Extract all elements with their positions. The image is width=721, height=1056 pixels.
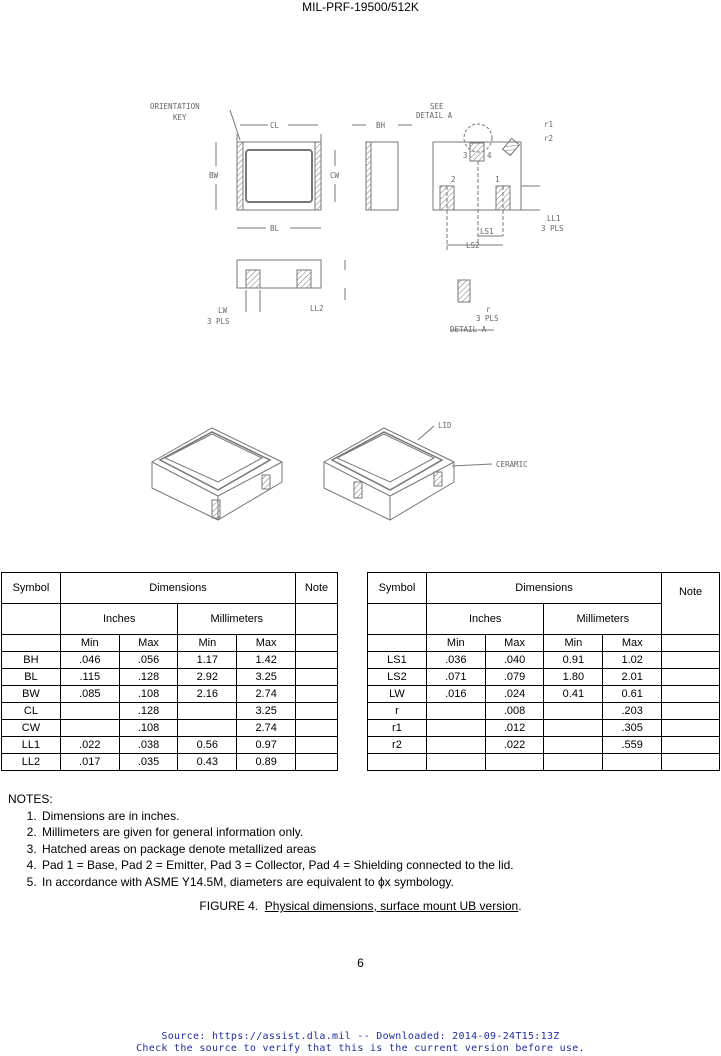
note-item: 1. Dimensions are in inches. — [40, 808, 514, 825]
cell-note — [662, 652, 720, 669]
cell-in-min: .115 — [60, 669, 119, 686]
footer-line-1: Source: https://assist.dla.mil -- Downloaded: 2014-09-24T15:13Z — [161, 1031, 560, 1042]
cell-mm-max: .203 — [603, 703, 662, 720]
svg-text:3 PLS: 3 PLS — [476, 314, 499, 323]
svg-text:BW: BW — [209, 171, 219, 180]
table-row — [2, 737, 338, 754]
svg-text:BH: BH — [376, 121, 386, 130]
table-row — [2, 686, 338, 703]
cell-note — [662, 703, 720, 720]
millimeters-header: Millimeters — [544, 604, 662, 635]
cell-in-min: .071 — [426, 669, 485, 686]
cell-note — [296, 669, 338, 686]
svg-text:CERAMIC: CERAMIC — [496, 460, 528, 469]
cell-mm-min: 1.17 — [178, 652, 237, 669]
cell-mm-min — [544, 703, 603, 720]
svg-text:DETAIL A: DETAIL A — [416, 111, 453, 120]
cell-in-max: .038 — [119, 737, 178, 754]
note-item: 3. Hatched areas on package denote metallized areas — [40, 841, 514, 858]
page-number: 6 — [357, 956, 364, 970]
cell-in-min — [426, 737, 485, 754]
table-row — [368, 686, 720, 703]
cell-mm-max: 3.25 — [237, 669, 296, 686]
cell-in-min — [426, 720, 485, 737]
svg-text:ORIENTATION: ORIENTATION — [150, 102, 200, 111]
caption-suffix: . — [518, 899, 522, 913]
table-row — [368, 652, 720, 669]
dimensions-table-right — [367, 572, 720, 771]
cell-in-min — [60, 720, 119, 737]
note-item: 4. Pad 1 = Base, Pad 2 = Emitter, Pad 3 = Collector, Pad 4 = Shielding connected to the lid. — [40, 857, 514, 874]
cell-mm-min — [544, 720, 603, 737]
cell-mm-max: 3.25 — [237, 703, 296, 720]
cell-note — [296, 737, 338, 754]
cell-symbol: LS1 — [368, 652, 427, 669]
svg-text:LS2: LS2 — [466, 241, 480, 250]
cell-symbol: LL2 — [2, 754, 61, 771]
min-header: Min — [426, 635, 485, 652]
symbol-header: Symbol — [368, 573, 427, 604]
cell-mm-max: 2.01 — [603, 669, 662, 686]
source-footer — [0, 1031, 721, 1054]
figure-caption — [0, 899, 721, 913]
cell-note — [662, 686, 720, 703]
footer-line-2: Check the source to verify that this is the current version before use. — [136, 1042, 585, 1054]
svg-text:LW: LW — [218, 306, 228, 315]
svg-text:LL2: LL2 — [310, 304, 324, 313]
svg-text:2: 2 — [451, 175, 456, 184]
note-header: Note — [296, 573, 338, 604]
notes-section — [8, 791, 514, 890]
svg-text:1: 1 — [495, 175, 500, 184]
cell-mm-min: 0.41 — [544, 686, 603, 703]
svg-text:r: r — [486, 305, 491, 314]
svg-text:CW: CW — [330, 171, 340, 180]
note-item: 2. Millimeters are given for general information only. — [40, 824, 514, 841]
table-row — [368, 703, 720, 720]
max-header: Max — [119, 635, 178, 652]
caption-title: Physical dimensions, surface mount UB version — [264, 899, 519, 913]
cell-mm-max: 0.89 — [237, 754, 296, 771]
symbol-header: Symbol — [2, 573, 61, 604]
svg-text:r1: r1 — [544, 120, 554, 129]
svg-text:LS1: LS1 — [480, 227, 494, 236]
cell-mm-min — [178, 703, 237, 720]
cell-in-max: .008 — [485, 703, 544, 720]
millimeters-header: Millimeters — [178, 604, 296, 635]
cell-symbol: BH — [2, 652, 61, 669]
cell-symbol: CL — [2, 703, 61, 720]
caption-prefix: FIGURE 4. — [199, 899, 265, 913]
cell-in-max — [485, 754, 544, 771]
svg-text:DETAIL A: DETAIL A — [450, 325, 487, 334]
table-row — [2, 720, 338, 737]
cell-in-min: .085 — [60, 686, 119, 703]
cell-symbol: r — [368, 703, 427, 720]
table-row — [2, 703, 338, 720]
cell-note — [296, 703, 338, 720]
inches-header: Inches — [60, 604, 178, 635]
svg-text:3: 3 — [463, 151, 468, 160]
cell-in-min: .016 — [426, 686, 485, 703]
max-header: Max — [237, 635, 296, 652]
svg-text:CL: CL — [270, 121, 280, 130]
cell-symbol: r2 — [368, 737, 427, 754]
cell-mm-min: 1.80 — [544, 669, 603, 686]
cell-symbol: BL — [2, 669, 61, 686]
svg-text:r2: r2 — [544, 134, 554, 143]
cell-in-max: .108 — [119, 686, 178, 703]
cell-mm-min — [544, 737, 603, 754]
cell-in-min — [426, 703, 485, 720]
svg-text:BL: BL — [270, 224, 280, 233]
cell-mm-max: .559 — [603, 737, 662, 754]
cell-symbol: LL1 — [2, 737, 61, 754]
cell-note — [662, 754, 720, 771]
cell-mm-min: 0.91 — [544, 652, 603, 669]
max-header: Max — [485, 635, 544, 652]
cell-mm-max: 0.97 — [237, 737, 296, 754]
dimensions-header: Dimensions — [426, 573, 661, 604]
table-row — [368, 669, 720, 686]
cell-mm-max: 2.74 — [237, 686, 296, 703]
cell-mm-min: 0.43 — [178, 754, 237, 771]
cell-mm-min — [544, 754, 603, 771]
cell-in-max: .079 — [485, 669, 544, 686]
cell-in-min: .046 — [60, 652, 119, 669]
cell-in-max: .128 — [119, 669, 178, 686]
min-header: Min — [544, 635, 603, 652]
cell-symbol: BW — [2, 686, 61, 703]
svg-text:KEY: KEY — [173, 113, 187, 122]
cell-symbol: r1 — [368, 720, 427, 737]
note-item: 5. In accordance with ASME Y14.5M, diameters are equivalent to ϕx symbology. — [40, 874, 514, 891]
svg-text:LID: LID — [438, 421, 452, 430]
cell-mm-max: 0.61 — [603, 686, 662, 703]
cell-in-min: .017 — [60, 754, 119, 771]
cell-note — [662, 720, 720, 737]
cell-in-max: .040 — [485, 652, 544, 669]
cell-note — [296, 652, 338, 669]
cell-note — [296, 754, 338, 771]
cell-mm-max: 1.42 — [237, 652, 296, 669]
cell-note — [662, 669, 720, 686]
cell-symbol — [368, 754, 427, 771]
dimensions-table-left — [1, 572, 338, 771]
min-header: Min — [60, 635, 119, 652]
cell-in-max: .012 — [485, 720, 544, 737]
table-row — [2, 754, 338, 771]
cell-mm-max: 2.74 — [237, 720, 296, 737]
cell-symbol: LW — [368, 686, 427, 703]
cell-symbol: LS2 — [368, 669, 427, 686]
cell-mm-min: 0.56 — [178, 737, 237, 754]
cell-mm-min: 2.16 — [178, 686, 237, 703]
cell-symbol: CW — [2, 720, 61, 737]
cell-mm-max — [603, 754, 662, 771]
cell-in-min — [60, 703, 119, 720]
table-row — [2, 669, 338, 686]
cell-mm-max: 1.02 — [603, 652, 662, 669]
cell-in-min — [426, 754, 485, 771]
table-row — [368, 720, 720, 737]
document-number: MIL-PRF-19500/512K — [302, 0, 419, 14]
cell-note — [662, 737, 720, 754]
note-header: Note — [662, 573, 720, 635]
cell-note — [296, 720, 338, 737]
cell-in-max: .035 — [119, 754, 178, 771]
inches-header: Inches — [426, 604, 544, 635]
cell-in-min: .022 — [60, 737, 119, 754]
cell-in-min: .036 — [426, 652, 485, 669]
cell-in-max: .024 — [485, 686, 544, 703]
table-row — [368, 754, 720, 771]
cell-in-max: .128 — [119, 703, 178, 720]
notes-title: NOTES: — [8, 792, 53, 806]
cell-in-max: .056 — [119, 652, 178, 669]
max-header: Max — [603, 635, 662, 652]
cell-in-max: .108 — [119, 720, 178, 737]
min-header: Min — [178, 635, 237, 652]
svg-text:LL1: LL1 — [547, 214, 561, 223]
svg-text:3 PLS: 3 PLS — [541, 224, 564, 233]
svg-text:SEE: SEE — [430, 102, 444, 111]
svg-text:3 PLS: 3 PLS — [207, 317, 230, 326]
cell-in-max: .022 — [485, 737, 544, 754]
table-row — [368, 737, 720, 754]
cell-mm-min: 2.92 — [178, 669, 237, 686]
svg-text:4: 4 — [487, 151, 492, 160]
cell-mm-max: .305 — [603, 720, 662, 737]
cell-note — [296, 686, 338, 703]
table-row — [2, 652, 338, 669]
dimensions-header: Dimensions — [60, 573, 295, 604]
cell-mm-min — [178, 720, 237, 737]
